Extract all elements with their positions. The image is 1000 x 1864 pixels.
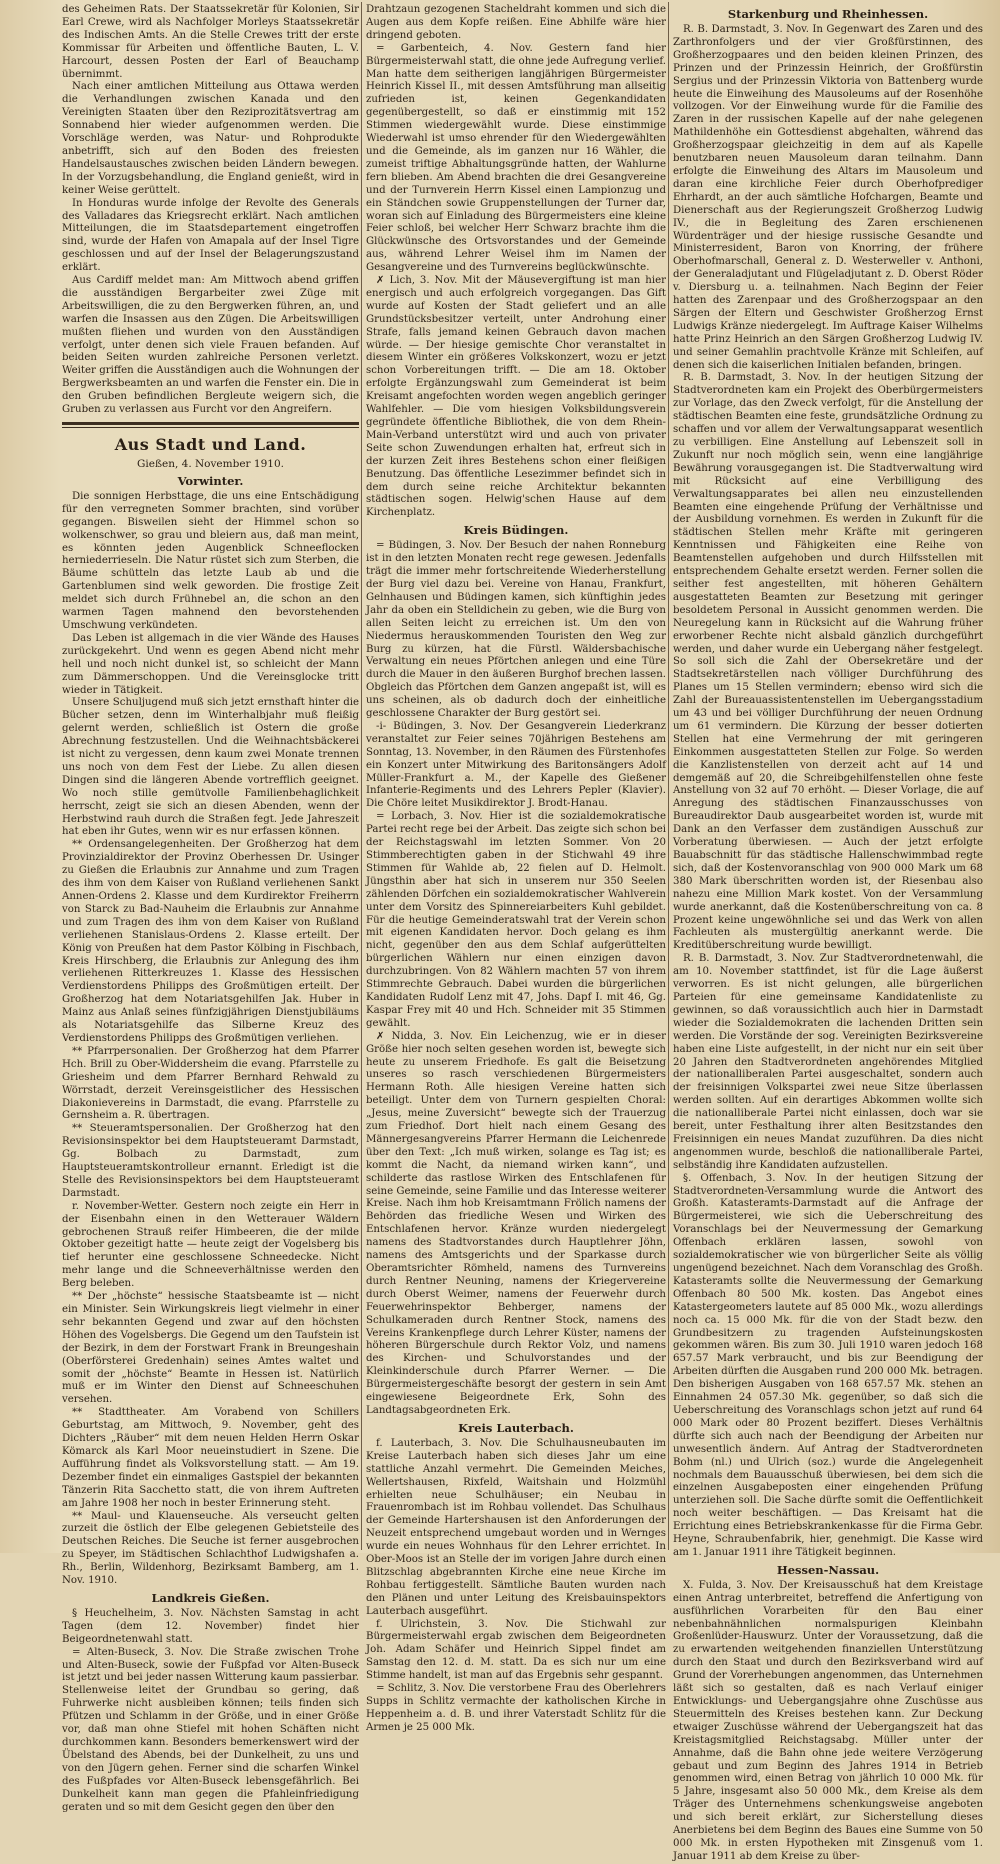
news-item: R. B. Darmstadt, 3. Nov. In der heutigen Sitzung der Stadtverordneten kam ein Projekt des Oberbürgermeisters zur Vorlage, das den Zweck verfolgt, für die Anstellung der städtischen Beamten eine feste, grundsätzliche Ordnung zu schaffen und vor allem der Verwaltungsapparat wesentlich zu verbilligen. Eine Anstellung auf Lebenszeit soll in Zukunft nur noch möglich sein, wenn eine langjährige Bewährung vorausgegangen ist. Die Stadtverwaltung wird mit Rücksicht auf eine Verbilligung des Verwaltungsapparates bei allen neu einzustellenden Beamten eine eingehende Prüfung der Verhältnisse und der Ausbildung vornehmen. Es werden in Zukunft für die städtischen Stellen mehr Kräfte mit geringeren Kenntnissen und Fähigkeiten eine Reihe von Beamtenstellen aufgehoben und durch Hilfsstellen mit entsprechendem Gehalte ersetzt werden. Ferner sollen die seither fest angestellten, mit höheren Gehältern ausgestatteten Beamten zur Besetzung mit geringer besoldetem Personal in Aussicht genommen werden. Die Neuregelung kann in Rücksicht auf die Wahrung früher erworbener Rechte nicht alsbald gänzlich durchgeführt werden, und daher wurde ein Uebergang näher festgelegt. So soll sich die Zahl der Obersekretäre und der Stadtsekretärstellen nach völliger Durchführung des Planes um 15 Stellen vermindern; ebenso wird sich die Zahl der Bureauassistentenstellen im Uebergangsstadium um 43 und bei völliger Durchführung der neuen Ordnung um 61 vermindern. Die Kürzung der besser dotierten Stellen hat eine Vermehrung der mit geringeren Einkommen ausgestatteten Stellen zur Folge. So werden die Kanzlistenstellen von derzeit acht auf 14 und demgemäß auf 20, die Schreibgehilfenstellen ohne feste Anstellung von 32 auf 70 erhöht. — Dieser Vorlage, die auf Anregung des städtischen Finanzausschusses von Bureaudirektor Daub ausgearbeitet worden ist, wurde mit Dank an den Verfasser dem zuständigen Ausschuß zur Vorberatung überwiesen. — Auch der jetzt erfolgte Bauabschnitt für das städtische Hallenschwimmbad regte sich, daß der Kostenvoranschlag von 900 000 Mark um 68 380 Mark überschritten worden ist, der Riesenbau also nahezu eine Million Mark kostet. Von der Versammlung wurde anerkannt, daß die Kostenüberschreitung von ca. 8 Prozent keine ungewöhnliche sei und das Werk von allen Fachleuten als mustergültig anerkannt werde. Die Kreditüberschreitung wurde bewilligt.: [673, 372, 983, 952]
news-item: ** Pfarrpersonalien. Der Großherzog hat dem Pfarrer Hch. Brill zu Ober-Widdersheim die evang. Pfarrstelle zu Griesheim und dem Pfarrer Bernhard Rehwald zu Wörrstadt, derzeit Vereinsgeistlicher des Hessischen Diakonievereins in Darmstadt, die evang. Pfarrstelle zu Gernsheim a. R. übertragen.: [62, 1045, 359, 1122]
dateline: Gießen, 4. November 1910.: [137, 458, 284, 470]
region-title: Starkenburg und Rheinhessen.: [727, 7, 929, 21]
news-item: ** Der „höchste“ hessische Staatsbeamte ist — nicht ein Minister. Sein Wirkungskreis liegt vielmehr in einer sehr bekannten Gegend und zwar auf den höchsten Höhen des Vogelsbergs. Die Gegend um den Taufstein ist der Bezirk, in dem der Forstwart Frank in Breungeshain (Oberförsterei Gredenhain) seines Amtes waltet und somit der „höchste“ Beamte in Hessen ist. Natürlich muß er im Winter den Dienst auf Schneeschuhen versehen.: [62, 1291, 359, 1406]
column-left: [62, 4, 359, 1813]
news-item: f. Ulrichstein, 3. Nov. Die Stichwahl zur Bürgermeisterwahl ergab zwischen dem Beigeordneten Joh. Adam Schäfer und Heinrich Sippel findet am Samstag den 12. d. M. statt. Da es sich nur um eine Stimme handelt, ist man auf das Ergebnis sehr gespannt.: [366, 1618, 666, 1682]
news-item: ** Steueramtspersonalien. Der Großherzog hat den Revisionsinspektor bei dem Hauptsteueramt Darmstadt, Gg. Bolbach zu Darmstadt, zum Hauptsteueramtskontrolleur ernannt. Erledigt ist die Stelle des Revisionsinspektors bei dem Hauptsteueramt Darmstadt.: [62, 1123, 359, 1199]
article-paragraph: Nach einer amtlichen Mitteilung aus Ottawa werden die Verhandlungen zwischen Kanada und den Vereinigten Staaten über den Reziprozitätsvertrag am Sonnabend hier wieder aufgenommen werden. Die Vorschläge werden, was Natur- und Rohprodukte anbetrifft, sich auf den Boden des freiesten Handelsaustausches zwischen beiden Ländern bewegen. In der Vorzugsbehandlung, die England genießt, wird in keiner Weise gerüttelt.: [62, 81, 359, 196]
article-paragraph: Unsere Schuljugend muß sich jetzt ernsthaft hinter die Bücher setzen, denn im Winterhalbjahr muß fleißig gelernt werden, schließlich ist Ostern die große Abrechnung festzustellen. Und die Weihnachtsbäckerei ist nicht zu vergessen, denn kaum zwei Monate trennen uns noch von dem Fest der Liebe. Zu allen diesen Dingen sind die längeren Abende vortrefflich geeignet. Wo noch stille gemütvolle Familienbehaglichkeit herrscht, zeigt sie sich an diesen Abenden, wenn der Herbstwind rauh durch die Straßen fegt. Jede Jahreszeit hat eben ihr Gutes, wenn wir es nur erfassen können.: [62, 697, 359, 838]
news-item: r. November-Wetter. Gestern noch zeigte ein Herr in der Eisenbahn einen in den Wetterauer Wäldern gebrochenen Strauß reifer Himbeeren, die der milde Oktober gezeitigt hatte — heute zeigt der Vogelsberg bis tief herunter eine geschlossene Schneedecke. Nicht mehr lange und die Schneeverhältnisse werden den Berg beleben.: [62, 1200, 359, 1290]
column-middle: [366, 4, 666, 1733]
region-title: Kreis Büdingen.: [463, 523, 569, 538]
region-title: Hessen-Nassau.: [776, 1562, 880, 1577]
news-item: ✗ Nidda, 3. Nov. Ein Leichenzug, wie er in dieser Größe hier noch selten gesehen worden ist, bewegte sich heute zu unserem Friedhofe. Es galt die Beisetzung unseres so rasch verschiedenen Bürgermeisters Hermann Roth. Alle hiesigen Vereine hatten sich beteiligt. Unter dem von Turnern gespielten Choral: „Jesus, meine Zuversicht“ bewegte sich der Trauerzug zum Friedhof. Dort hielt nach einem Gesang des Männergesangvereins Pfarrer Hermann die Leichenrede über den Text: „Ich muß wirken, solange es Tag ist; es kommt die Nacht, da niemand wirken kann“, und schilderte das rastlose Wirken des Entschlafenen für seine Gemeinde, seine Familie und das Interesse weiterer Kreise. Nach ihm hob Kreisamtmann Frölich namens der Behörden das friedliche Wesen und Wirken des Entschlafenen hervor. Kränze wurden niedergelegt namens des Stadtvorstandes durch Hauptlehrer Jöhn, namens des Amtsgerichts und der Sparkasse durch Oberamtsrichter Römheld, namens des Turnvereins durch Rentner Neuning, namens der Kriegervereine durch Oberst Weimer, namens der Feuerwehr durch Feuerwehrinspektor Behberger, namens der Schulkameraden durch Rentner Stock, namens des Vereins Krankenpflege durch Lehrer Küster, namens der höheren Bürgerschule durch Rektor Volz, und namens des Kirchen- und Schulvorstandes und der Kleinkinderschule durch Pfarrer Werner. — Die Bürgermeistergeschäfte besorgt der gestern in sein Amt eingewiesene Beigeordnete Erk, Sohn des Landtagsabgeordneten Erk.: [366, 1030, 666, 1416]
section-divider: [62, 422, 359, 428]
news-item: = Alten-Buseck, 3. Nov. Die Straße zwischen Trohe und Alten-Buseck, sowie der Fußpfad vor Alten-Buseck ist jetzt und bei jeder nassen Witterung kaum passierbar. Stellenweise leitet der Grundbau so gering, daß Fuhrwerke nicht ausbleiben können; teils finden sich Pfützen und Schlamm in der Größe, und in einer Größe vor, daß man ohne Stiefel mit hohen Schäften nicht durchkommen kann. Besonders bemerkenswert wird der Übelstand des Abends, bei der Dunkelheit, zu uns und von den Jügern gehen. Ferner sind die scharfen Winkel des Fußpfades vor Alten-Buseck lebensgefährlich. Bei Dunkelheit kann man gegen die Pfahleinfriedigung geraten und so mit dem Gesicht gegen den über den: [62, 1646, 359, 1813]
news-item: § Heuchelheim, 3. Nov. Nächsten Samstag in acht Tagen (dem 12. November) findet hier Beigeordnetenwahl statt.: [62, 1607, 359, 1645]
news-item: §. Offenbach, 3. Nov. In der heutigen Sitzung der Stadtverordneten-Versammlung wurde die Antwort des Großh. Katasteramts-Darmstadt auf die Anfrage der Bürgermeisterei, wie sich die Ueberschreitung des Voranschlags bei der Neuvermessung der Gemarkung Offenbach erklären lassen, sowohl von sozialdemokratischer wie von bürgerlicher Seite als völlig ungenügend bezeichnet. Nach dem Voranschlag des Großh. Katasteramts sollte die Neuvermessung der Gemarkung Offenbach 80 500 Mk. kosten. Das Angebot eines Katastergeometers lautete auf 85 000 Mk., wozu allerdings noch ca. 15 000 Mk. für die von der Stadt bezw. den Grundbesitzern zu tragenden Aufsteinungskosten gekommen wären. Bis zum 30. Juli 1910 waren jedoch 168 657.57 Mark verbraucht, und bis zur Beendigung der Arbeiten dürften die Ausgaben rund 200 000 Mk. betragen. Den bisherigen Ausgaben von 168 657.57 Mk. stehen an Einnahmen 24 057.30 Mk. gegenüber, so daß sich die Ueberschreitung des Voranschlags schon jetzt auf rund 64 000 Mark oder 80 Prozent beziffert. Dieses Verhältnis dürfte sich auch nach der Beendigung der Arbeiten nur unwesentlich ändern. Auf Antrag der Stadtverordneten Bohm (nl.) und Ulrich (soz.) wurde die Angelegenheit nochmals dem Bauausschuß überwiesen, bei dem sich die einzelnen Ausgabeposten einer eingehenden Prüfung unterziehen soll. Die Sache dürfte somit die Oeffentlichkeit noch weiter beschäftigen. — Das Kreisamt hat die Errichtung eines Betriebskrankenkasse für die Firma Gebr. Heyne, Schraubenfabrik, hier, genehmigt. Die Kasse wird am 1. Januar 1911 ihre Tätigkeit beginnen.: [673, 1172, 983, 1558]
news-item: = Schlitz, 3. Nov. Die verstorbene Frau des Oberlehrers Supps in Schlitz vermachte der katholischen Kirche in Heppenheim a. d. B. und ihrer Vaterstadt Schlitz für die Armen je 25 000 Mk.: [366, 1683, 666, 1733]
news-item: ✗ Lich, 3. Nov. Mit der Mäusevergiftung ist man hier energisch und auch erfolgreich vorgegangen. Das Gift wurde auf Kosten der Stadt geliefert und an alle Grundstücksbesitzer verteilt, unter Androhung einer Strafe, falls jemand keinen Gebrauch davon machen würde. — Der hiesige gemischte Chor veranstaltet in diesem Winter ein größeres Volkskonzert, wozu er jetzt schon Vorbereitungen trifft. — Die am 18. Oktober erfolgte Ergänzungswahl zum Gemeinderat ist beim Kreisamt angefochten worden wegen angeblich geringer Wahlfehler. — Die vom hiesigen Volksbildungsverein gegründete öffentliche Bibliothek, die von dem Rhein-Main-Verband unterstützt wird und auch von privater Seite schon Zuwendungen erhalten hat, erfreut sich in der kurzen Zeit ihres Bestehens schon einer fleißigen Benutzung. Das öffentliche Lesezimmer befindet sich in dem durch seine reiche Architektur bekannten städtischen sogen. Helwig'schen Hause auf dem Kirchenplatz.: [366, 275, 666, 519]
news-item: = Büdingen, 3. Nov. Der Besuch der nahen Ronneburg ist in den letzten Monaten recht rege gewesen. Jedenfalls trägt die immer mehr fortschreitende Wiederherstellung der Burg viel dazu bei. Vereine von Hanau, Frankfurt, Gelnhausen und Büdingen kamen, sich künftighin jedes Jahr da oben ein Stelldichein zu geben, wie die Burg von allen Seiten leicht zu erreichen ist. Um den von Niedermus herauskommenden Touristen den Weg zur Burg zu kürzen, hat die Fürstl. Wäldersbachische Verwaltung ein neues Pförtchen anlegen und eine Türe durch die Mauer in den äußeren Burghof brechen lassen. Obgleich das Pförtchen dem Ganzen angepaßt ist, will es uns scheinen, als ob dadurch doch der einheitliche geschlossene Charakter der Burg gestört sei.: [366, 540, 666, 720]
article-paragraph: Aus Cardiff meldet man: Am Mittwoch abend griffen die ausständigen Bergarbeiter zwei Züge mit Arbeitswilligen, die zu den Bergwerken führen, an, und warfen die Insassen aus den Zügen. Die Arbeitswilligen mußten fliehen und wurden von den Ausständigen verfolgt, unter denen sich viele Frauen befanden. Auf beiden Seiten wurden zahlreiche Personen verletzt. Weiter griffen die Ausständigen auch die Wohnungen der Bergwerksbeamten an und warfen die Fenster ein. Die in den Gruben befindlichen Bergleute weigern sich, die Gruben zu verlassen aus Furcht vor den Angreifern.: [62, 275, 359, 416]
article-paragraph: des Geheimen Rats. Der Staatssekretär für Kolonien, Sir Earl Crewe, wird als Nachfolger Morleys Staatssekretär des Indischen Amts. An die Stelle Crewes tritt der erste Kommissar für Arbeiten und öffentliche Bauten, L. V. Harcourt, dessen Posten der Earl of Beauchamp übernimmt.: [62, 4, 359, 80]
news-item: f. Lauterbach, 3. Nov. Die Schulhausneubauten im Kreise Lauterbach haben sich dieses Jahr um eine stattliche Anzahl vermehrt. Die Gemeinden Meiches, Wellertshausen, Rixfeld, Waitshain und Holzmühl erhielten neue Schulhäuser; ein Neubau in Frauenrombach ist im Rohbau vollendet. Das Schulhaus der Gemeinde Hartershausen ist den Anforderungen der Neuzeit entsprechend umgebaut worden und in Wernges wurde ein neues Wohnhaus für den Lehrer errichtet. In Ober-Moos ist an Stelle der im vorigen Jahre durch einen Blitzschlag abgebrannten Kirche eine neue Kirche im Rohbau fertiggestellt. Sämtliche Bauten wurden nach den Plänen und unter Leitung des Kreisbauinspektors Lauterbach ausgeführt.: [366, 1437, 666, 1617]
news-item: ** Stadttheater. Am Vorabend von Schillers Geburtstag, am Mittwoch, 9. November, geht des Dichters „Räuber“ mit dem neuen Helden Herrn Oskar Kömarck als Karl Moor neueinstudiert in Szene. Die Aufführung findet als Volksvorstellung statt. — Am 19. Dezember findet ein einmaliges Gastspiel der bekannten Tänzerin Rita Sacchetto statt, die von ihrem Auftreten am Jahre 1908 her noch in bester Erinnerung steht.: [62, 1407, 359, 1509]
news-item: R. B. Darmstadt, 3. Nov. Zur Stadtverordnetenwahl, die am 10. November stattfindet, ist für die Lage äußerst verworren. Es ist nicht gelungen, alle bürgerlichen Parteien für eine gemeinsame Kandidatenliste zu gewinnen, so daß voraussichtlich auch hier in Darmstadt wieder die Sozialdemokraten die lachenden Dritten sein werden. Die Vorstände der sog. Vereinigten Bezirksvereine haben eine Liste aufgestellt, in der nicht nur ein seit über 20 Jahren den Stadtverordneten angehörendes Mitglied der nationalliberalen Partei ausgeschaltet, sondern auch der freisinnigen Volkspartei zwei neue Sitze überlassen werden sollten. Auf ein derartiges Abkommen wollte sich die nationalliberale Partei nicht einlassen, doch war sie bereit, unter Festhaltung ihrer alten Besitzstandes den Freisinnigen ein neues Mandat zuzuführen. Da dies nicht angenommen wurde, beschloß die nationalliberale Partei, selbständig ihre Kandidaten aufzustellen.: [673, 953, 983, 1171]
article-paragraph: Die sonnigen Herbsttage, die uns eine Entschädigung für den verregneten Sommer brachten, sind vorüber gegangen. Bisweilen sieht der Himmel schon so wolkenschwer, so grau und bleiern aus, daß man meint, es könnten jeden Augenblick Schneeflocken herniederrieseln. Die Natur rüstet sich zum Sterben, die Bäume schütteln das letzte Laub ab und die Gartenblumen sind welk geworden. Die frostige Zeit meldet sich durch Frühnebel an, die schon an den warmen Tagen mahnend den bevorstehenden Umschwung verkündeten.: [62, 490, 359, 631]
article-title: Vorwinter.: [177, 473, 244, 488]
news-item: = Garbenteich, 4. Nov. Gestern fand hier Bürgermeisterwahl statt, die ohne jede Aufregung verlief. Man hatte dem seitherigen langjährigen Bürgermeister Heinrich Kissel II., mit dessen Amtsführung man allseitig zufrieden ist, keinen Gegenkandidaten gegenübergestellt, so daß er einstimmig mit 152 Stimmen wiedergewählt wurde. Diese einstimmige Wiederwahl ist umso ehrender für den Wiedergewählten und die Gemeinde, als im ganzen nur 16 Wähler, die zumeist triftige Abhaltungsgründe hatten, der Wahlurne fern blieben. Am Abend brachten die drei Gesangvereine und der Turnverein Herrn Kissel einen Lampionzug und ein Ständchen sowie Gruppenstellungen der Turner dar, woran sich auf Einladung des Bürgermeisters eine kleine Feier schloß, bei welcher Herr Schwarz brachte ihm die Glückwünsche des Ortsvorstandes und der Gemeinde aus, während Lehrer Weisel ihm im Namen der Gesangvereine und des Turnvereins beglückwünschte.: [366, 42, 666, 274]
news-item: X. Fulda, 3. Nov. Der Kreisausschuß hat dem Kreistage einen Antrag unterbreitet, betreffend die Anfertigung von ausführlichen Vorarbeiten für den Bau einer nebenbahnähnlichen normalspurigen Kleinbahn Großenlüder-Hauswurz. Unter der Voraussetzung, daß die zu erwartenden weitgehenden finanziellen Unterstützung durch den Staat und durch den Bezirksverband wird auf Grund der Vorerhebungen angenommen, das Unternehmen läßt sich so gestalten, daß es nach Verlauf einiger Entwicklungs- und Uebergangsjahre ohne Zuschüsse aus Steuermitteln des Kreises bestehen kann. Zur Deckung etwaiger Zuschüsse während der Uebergangszeit hat das Kreistagsmitglied Reichstagsabg. Müller unter der Annahme, daß die Bahn ohne jede weitere Verzögerung gebaut und zum Beginn des Jahres 1914 in Betrieb genommen wird, einen Betrag von jährlich 10 000 Mk. für 5 Jahre, insgesamt also 50 000 Mk., dem Kreise als dem Träger des Unternehmens schenkungsweise angeboten und sich bereit erklärt, zur Sicherstellung dieses Anerbietens bei dem Beginn des Baues eine Summe von 50 000 Mk. in ersten Hypotheken mit Zinsgenuß vom 1. Januar 1911 ab dem Kreise zu über-: [673, 1579, 983, 1862]
region-title: Landkreis Gießen.: [151, 1590, 270, 1605]
column-divider: [668, 2, 669, 1550]
news-item: ** Maul- und Klauenseuche. Als verseucht gelten zurzeit die östlich der Elbe gelegenen Gebietsteile des Deutschen Reiches. Die Seuche ist ferner ausgebrochen zu Speyer, im Städtischen Schlachthof Ludwigshafen a. Rh., Berlin, Wildenhorg, Bezirksamt Bamberg, am 1. Nov. 1910.: [62, 1510, 359, 1587]
news-item: ** Ordensangelegenheiten. Der Großherzog hat dem Provinzialdirektor der Provinz Oberhessen Dr. Usinger zu Gießen die Erlaubnis zur Annahme und zum Tragen des ihm von dem Kaiser von Rußland verliehenen Sankt Annen-Ordens 2. Klasse und dem Kurdirektor Freiherrn von Starck zu Bad-Nauheim die Erlaubnis zur Annahme und zum Tragen des ihm von dem Kaiser von Rußland verliehenen Stanislaus-Ordens 2. Klasse erteilt. Der König von Preußen hat dem Pastor Kölbing in Fischbach, Kreis Hirschberg, die Erlaubnis zur Anlegung des ihm verliehenen Ritterkreuzes 1. Klasse des Hessischen Verdienstordens Philipps des Großmütigen erteilt. Der Großherzog hat dem Notariatsgehilfen Jak. Huber in Mainz aus Anlaß seines fünfzigjährigen Dienstjubiläums als Notariatsgehilfe das Silberne Kreuz des Verdienstordens Philipps des Großmütigen verliehen.: [62, 839, 359, 1044]
column-divider: [361, 2, 362, 1550]
article-paragraph: Drahtzaun gezogenen Stacheldraht kommen und sich die Augen aus dem Kopfe reißen. Eine Abhilfe wäre hier dringend geboten.: [366, 4, 666, 41]
news-item: = Lorbach, 3. Nov. Hier ist die sozialdemokratische Partei recht rege bei der Arbeit. Das zeigte sich schon bei der Reichstagswahl im letzten Sommer. Von 20 Stimmberechtigten gaben in der Stichwahl 49 ihre Stimmen für Wahlde ab, 22 fielen auf D. Helmolt. Jüngsthin aber hat sich in unserem nur 350 Seelen zählenden Dörfchen ein sozialdemokratischer Wahlverein unter dem Vorsitz des Spinnereiarbeiters Kuhl gebildet. Für die heutige Gemeinderatswahl trat der Verein schon mit eigenen Kandidaten hervor. Doch gelang es ihm nicht, gegenüber den aus dem Schlaf aufgerüttelten bürgerlichen Wählern nur einen einzigen davon durchzubringen. Von 82 Wählern machten 57 von ihrem Stimmrechte Gebrauch. Dabei wurden die bürgerlichen Kandidaten Rudolf Lenz mit 47, Johs. Dapf I. mit 46, Gg. Kaspar Frey mit 40 und Hch. Schneider mit 35 Stimmen gewählt.: [366, 811, 666, 1029]
news-item: -i- Büdingen, 3. Nov. Der Gesangverein Liederkranz veranstaltet zur Feier seines 70jährigen Bestehens am Sonntag, 13. November, in den Räumen des Fürstenhofes ein Konzert unter Mitwirkung des Baritonsängers Adolf Müller-Frankfurt a. M., der Kapelle des Gießener Infanterie-Regiments und des Lehrers Pepler (Klavier). Die Chöre leitet Musikdirektor J. Brodt-Hanau.: [366, 720, 666, 810]
section-title: Aus Stadt und Land.: [114, 435, 307, 454]
region-title: Kreis Lauterbach.: [458, 1420, 574, 1435]
article-paragraph: In Honduras wurde infolge der Revolte des Generals des Valladares das Kriegsrecht erklärt. Nach amtlichen Mitteilungen, die im Staatsdepartement eingetroffen sind, wurde der Hafen von Amapala auf der Insel Tigre geschlossen und auf der Insel der Belagerungszustand erklärt.: [62, 197, 359, 274]
article-paragraph: Das Leben ist allgemach in die vier Wände des Hauses zurückgekehrt. Und wenn es gegen Abend nicht mehr hell und noch nicht dunkel ist, so schleicht der Mann zum Dämmerschoppen. Und die Vereinsglocke tritt wieder in Tätigkeit.: [62, 632, 359, 696]
column-right: [673, 4, 983, 1862]
news-item: R. B. Darmstadt, 3. Nov. In Gegenwart des Zaren und des Zarthronfolgers und der vier Großfürstinnen, des Großherzogpaares und den beiden kleinen Prinzen, des Prinzen und der Prinzessin Heinrich, der Großfürstin Sergius und der Prinzessin Viktoria von Battenberg wurde heute die Einweihung des Mausoleums auf der Rosenhöhe vollzogen. Vor der Einweihung wurde für die Familie des Zaren in der russischen Kapelle auf der nahe gelegenen Mathildenhöhe ein Gottesdienst abgehalten, während das Großherzogspaar gleichzeitig in dem auf als Kapelle benutzbaren neuen Mausoleum daran teilnahm. Dann erfolgte die Einweihung des Altars im Mausoleum und daran eine kirchliche Feier durch Oberhofprediger Ehrhardt, an der auch sämtliche Hofchargen, Beamte und Dienerschaft aus der Regierungszeit Großherzog Ludwig IV., die in Begleitung des Zaren erschienenen Würdenträger und der hiesige russische Gesandte und Ministerresident, Baron von Knorring, der frühere Oberhofmarschall, General z. D. Westerweller v. Anthoni, der Generaladjutant und Flügeladjutant z. D. Oberst Röder v. Diersburg u. a. teilnahmen. Nach Beginn der Feier hatten des Zarenpaar und des Großherzogspaar an den Särgen der Eltern und Geschwister Großherzog Ernst Ludwigs Kränze niedergelegt. Im Auftrage Kaiser Wilhelms hatte Prinz Heinrich an den Särgen Großherzog Ludwig IV. und seiner Gemahlin prachtvolle Kränze mit Schleifen, auf denen sich die kaiserlichen Initialen befanden, bringen.: [673, 24, 983, 371]
